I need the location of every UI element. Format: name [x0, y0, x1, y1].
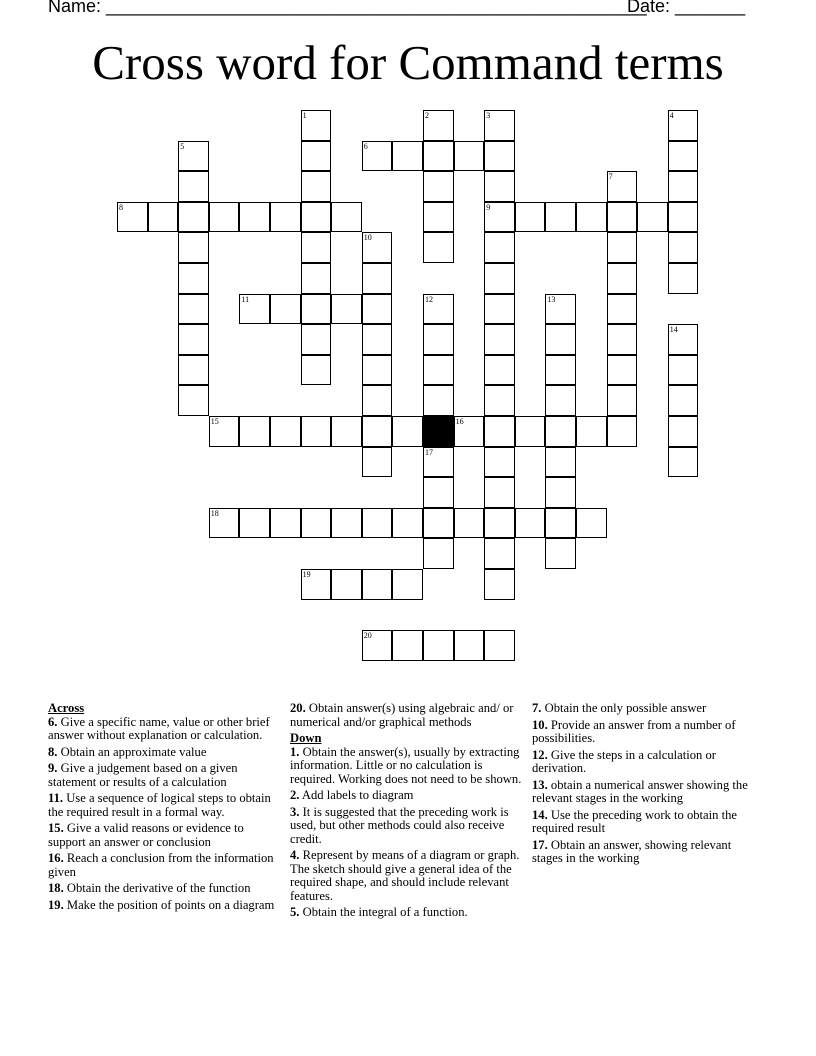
grid-cell[interactable]: [270, 294, 301, 325]
clue-number: 13: [547, 294, 556, 304]
grid-cell[interactable]: [178, 385, 209, 416]
grid-cell[interactable]: [668, 171, 699, 202]
clue-item-number: 14.: [532, 807, 548, 822]
clue-number: 2: [425, 111, 429, 120]
clue-item-text: Obtain an answer, showing relevant stages in the working: [532, 837, 732, 865]
grid-cell[interactable]: [484, 232, 515, 263]
clue-item: [48, 899, 284, 913]
grid-cell[interactable]: [301, 324, 332, 355]
grid-cell[interactable]: [331, 416, 362, 447]
clue-item: [48, 716, 284, 743]
grid-cell[interactable]: [637, 202, 668, 233]
clue-number: 19: [302, 570, 311, 579]
grid-cell[interactable]: [484, 538, 515, 569]
grid-cell[interactable]: [423, 538, 454, 569]
clue-number: 9: [486, 202, 491, 212]
grid-cell[interactable]: [239, 202, 270, 233]
clue-item: [532, 839, 764, 866]
clue-item: [532, 779, 764, 806]
clue-item-text: obtain a numerical answer showing the relevant stages in the working: [532, 777, 748, 805]
clue-number: 8: [119, 202, 123, 212]
grid-cell[interactable]: [301, 141, 332, 172]
grid-cell[interactable]: [301, 232, 332, 263]
clue-item-text: Obtain an approximate value: [57, 744, 207, 759]
grid-cell[interactable]: [668, 232, 699, 263]
grid-cell[interactable]: [484, 447, 515, 478]
clue-number: 11: [241, 294, 250, 304]
down-heading: Down: [290, 731, 322, 745]
grid-cell[interactable]: [607, 202, 638, 233]
clue-item-number: 1.: [290, 744, 300, 759]
grid-cell[interactable]: [545, 385, 576, 416]
grid-cell[interactable]: [301, 171, 332, 202]
clue-item-text: Obtain the answer(s), usually by extracting information. Little or no calculation is required. Working does not need to be shown.: [290, 744, 522, 786]
clue-item: [290, 746, 526, 787]
clue-item-number: 8.: [48, 744, 58, 759]
clue-item: [532, 749, 764, 776]
black-square: [423, 416, 454, 447]
clue-item: [48, 822, 284, 849]
grid-cell[interactable]: [392, 508, 423, 539]
clue-item: [290, 806, 526, 847]
clue-item: [532, 719, 764, 746]
clue-item-number: 10.: [532, 717, 548, 732]
grid-cell[interactable]: [545, 355, 576, 386]
clue-item-number: 6.: [48, 714, 58, 729]
clue-item-text: Make the position of points on a diagram: [63, 897, 275, 912]
grid-cell[interactable]: [668, 447, 699, 478]
grid-cell[interactable]: [331, 508, 362, 539]
grid-cell[interactable]: [576, 508, 607, 539]
grid-cell[interactable]: [239, 416, 270, 447]
grid-cell[interactable]: [178, 202, 209, 233]
page-title: Cross word for Command terms: [92, 35, 724, 90]
grid-cell[interactable]: [423, 477, 454, 508]
clue-item-number: 3.: [290, 804, 300, 819]
clue-number: 6: [363, 141, 368, 151]
grid-cell[interactable]: [392, 569, 423, 600]
grid-cell[interactable]: [270, 416, 301, 447]
grid-cell[interactable]: [362, 294, 393, 325]
grid-cell[interactable]: [607, 416, 638, 447]
clue-item: [48, 882, 284, 896]
grid-cell[interactable]: [301, 294, 332, 325]
clue-item-text: Obtain the integral of a function.: [299, 905, 468, 919]
grid-cell[interactable]: [423, 202, 454, 233]
clue-number: 4: [669, 111, 674, 120]
grid-cell[interactable]: [239, 508, 270, 539]
grid-cell[interactable]: [545, 324, 576, 355]
clue-item: [290, 849, 526, 903]
grid-cell[interactable]: [454, 630, 485, 661]
clue-item: [48, 746, 284, 760]
grid-cell[interactable]: [515, 508, 546, 539]
grid-cell[interactable]: [178, 294, 209, 325]
grid-cell[interactable]: [362, 447, 393, 478]
grid-cell[interactable]: [607, 294, 638, 325]
clue-item-text: Give the steps in a calculation or derivation.: [532, 747, 716, 775]
clue-number: 10: [363, 233, 372, 243]
clues-column-2: [290, 702, 526, 923]
grid-cell[interactable]: [454, 141, 485, 172]
grid-cell[interactable]: [484, 630, 515, 661]
grid-cell[interactable]: [362, 385, 393, 416]
grid-cell[interactable]: [607, 263, 638, 294]
clues-column-1: [48, 702, 284, 915]
grid-cell[interactable]: [178, 324, 209, 355]
grid-cell[interactable]: [331, 569, 362, 600]
clue-item-text: Give a valid reasons or evidence to support an answer or conclusion: [48, 821, 244, 849]
down-clues: [290, 746, 526, 920]
grid-cell[interactable]: [423, 141, 454, 172]
grid-cell[interactable]: [301, 355, 332, 386]
grid-cell[interactable]: [576, 416, 607, 447]
clue-item-number: 13.: [532, 777, 548, 792]
date-field: Date: _______: [627, 0, 746, 16]
grid-cell[interactable]: [545, 202, 576, 233]
grid-cell[interactable]: [423, 355, 454, 386]
clue-item-number: 15.: [48, 821, 64, 835]
clue-item-text: Reach a conclusion from the information given: [48, 851, 274, 879]
grid-cell[interactable]: [515, 416, 546, 447]
clue-item: [48, 762, 284, 789]
grid-cell[interactable]: [362, 569, 393, 600]
grid-cell[interactable]: [484, 355, 515, 386]
clue-item-number: 18.: [48, 881, 64, 895]
grid-cell[interactable]: [668, 416, 699, 447]
clue-number: 18: [210, 508, 219, 518]
clue-number: 12: [425, 294, 433, 304]
grid-cell[interactable]: [423, 324, 454, 355]
grid-cell[interactable]: [545, 416, 576, 447]
grid-cell[interactable]: [668, 202, 699, 233]
clue-number: 17: [425, 447, 433, 457]
clue-item-text: Give a specific name, value or other brief answer without explanation or calculation.: [48, 714, 270, 742]
grid-cell[interactable]: [423, 385, 454, 416]
clue-item-number: 9.: [48, 761, 58, 775]
clue-item: [290, 906, 526, 920]
clue-item: [290, 702, 526, 729]
grid-cell[interactable]: [362, 508, 393, 539]
across-clues-continued: [290, 702, 526, 729]
clue-item-text: Give a judgement based on a given statement or results of a calculation: [48, 761, 238, 789]
grid-cell[interactable]: [484, 477, 515, 508]
clue-number: 16: [455, 417, 464, 426]
grid-cell[interactable]: [484, 385, 515, 416]
clue-item-text: Represent by means of a diagram or graph. The sketch should give a general idea of the required shape, and should include relevant features.: [290, 848, 520, 903]
grid-cell[interactable]: [392, 141, 423, 172]
grid-cell[interactable]: [178, 232, 209, 263]
grid-cell[interactable]: [392, 416, 423, 447]
grid-cell[interactable]: [423, 630, 454, 661]
clue-number: 1: [302, 111, 307, 120]
grid-cell[interactable]: [148, 202, 179, 233]
grid-cell[interactable]: [270, 202, 301, 233]
grid-cell[interactable]: [668, 385, 699, 416]
clues-column-3: [532, 702, 764, 869]
clue-item-number: 20.: [290, 701, 306, 715]
grid-cell[interactable]: [484, 416, 515, 447]
grid-cell[interactable]: [362, 324, 393, 355]
grid-cell[interactable]: [668, 355, 699, 386]
grid-cell[interactable]: [301, 202, 332, 233]
clue-number: 5: [180, 141, 185, 151]
grid-cell[interactable]: [484, 569, 515, 600]
clue-number: 14: [669, 325, 678, 335]
clue-item-number: 5.: [290, 905, 300, 919]
clue-item-number: 19.: [48, 897, 64, 912]
clue-item: [532, 702, 764, 716]
down-clues-continued: [532, 702, 764, 866]
grid-cell[interactable]: [178, 263, 209, 294]
clue-item: [48, 852, 284, 879]
clue-item-text: Provide an answer from a number of possibilities.: [532, 717, 736, 745]
clue-item-number: 7.: [532, 701, 542, 715]
across-heading: Across: [48, 701, 85, 715]
clue-item-number: 2.: [290, 788, 300, 802]
grid-cell[interactable]: [209, 202, 240, 233]
grid-cell[interactable]: [607, 324, 638, 355]
grid-cell[interactable]: [454, 508, 485, 539]
clue-item: [48, 792, 284, 819]
grid-cell[interactable]: [362, 263, 393, 294]
grid-cell[interactable]: [545, 447, 576, 478]
clue-item: [290, 789, 526, 803]
grid-cell[interactable]: [423, 508, 454, 539]
grid-cell[interactable]: [423, 171, 454, 202]
clue-item-number: 17.: [532, 837, 548, 852]
grid-cell[interactable]: [178, 171, 209, 202]
clue-item-number: 11.: [48, 791, 64, 805]
grid-cell[interactable]: [331, 294, 362, 325]
clue-item: [532, 809, 764, 836]
grid-cell[interactable]: [270, 508, 301, 539]
grid-cell[interactable]: [545, 508, 576, 539]
name-field: Name: ______________________________________________________: [48, 0, 647, 16]
grid-cell[interactable]: [576, 202, 607, 233]
clue-number: 3: [486, 111, 491, 120]
grid-cell[interactable]: [484, 324, 515, 355]
grid-cell[interactable]: [301, 263, 332, 294]
grid-cell[interactable]: [607, 355, 638, 386]
grid-cell[interactable]: [545, 477, 576, 508]
clue-item-number: 16.: [48, 851, 64, 865]
grid-cell[interactable]: [668, 263, 699, 294]
grid-cell[interactable]: [362, 355, 393, 386]
grid-cell[interactable]: [668, 141, 699, 172]
clue-number: 15: [210, 417, 219, 426]
grid-cell[interactable]: [423, 232, 454, 263]
grid-cell[interactable]: [392, 630, 423, 661]
clue-item-text: Obtain the derivative of the function: [63, 881, 251, 895]
grid-cell[interactable]: [178, 355, 209, 386]
across-clues: [48, 716, 284, 913]
grid-cell[interactable]: [484, 508, 515, 539]
clue-item-text: Obtain answer(s) using algebraic and/ or numerical and/or graphical methods: [290, 701, 514, 729]
grid-cell[interactable]: [607, 232, 638, 263]
clue-item-number: 12.: [532, 747, 548, 762]
grid-cell[interactable]: [362, 416, 393, 447]
clue-item-text: Use a sequence of logical steps to obtain the required result in a formal way.: [48, 791, 271, 819]
grid-cell[interactable]: [607, 385, 638, 416]
clue-item-text: It is suggested that the preceding work is used, but other methods could also receive credit.: [290, 804, 509, 846]
clue-number: 7: [608, 172, 613, 182]
grid-cell[interactable]: [515, 202, 546, 233]
grid-cell[interactable]: [484, 141, 515, 172]
grid-cell[interactable]: [545, 538, 576, 569]
grid-cell[interactable]: [301, 416, 332, 447]
grid-cell[interactable]: [331, 202, 362, 233]
clue-item-text: Use the preceding work to obtain the required result: [532, 807, 737, 835]
grid-cell[interactable]: [301, 508, 332, 539]
clue-item-number: 4.: [290, 848, 300, 862]
clue-item-text: Add labels to diagram: [299, 788, 414, 802]
clue-item-text: Obtain the only possible answer: [541, 701, 707, 715]
grid-cell[interactable]: [484, 263, 515, 294]
grid-cell[interactable]: [484, 171, 515, 202]
clue-number: 20: [363, 631, 372, 641]
grid-cell[interactable]: [484, 294, 515, 325]
